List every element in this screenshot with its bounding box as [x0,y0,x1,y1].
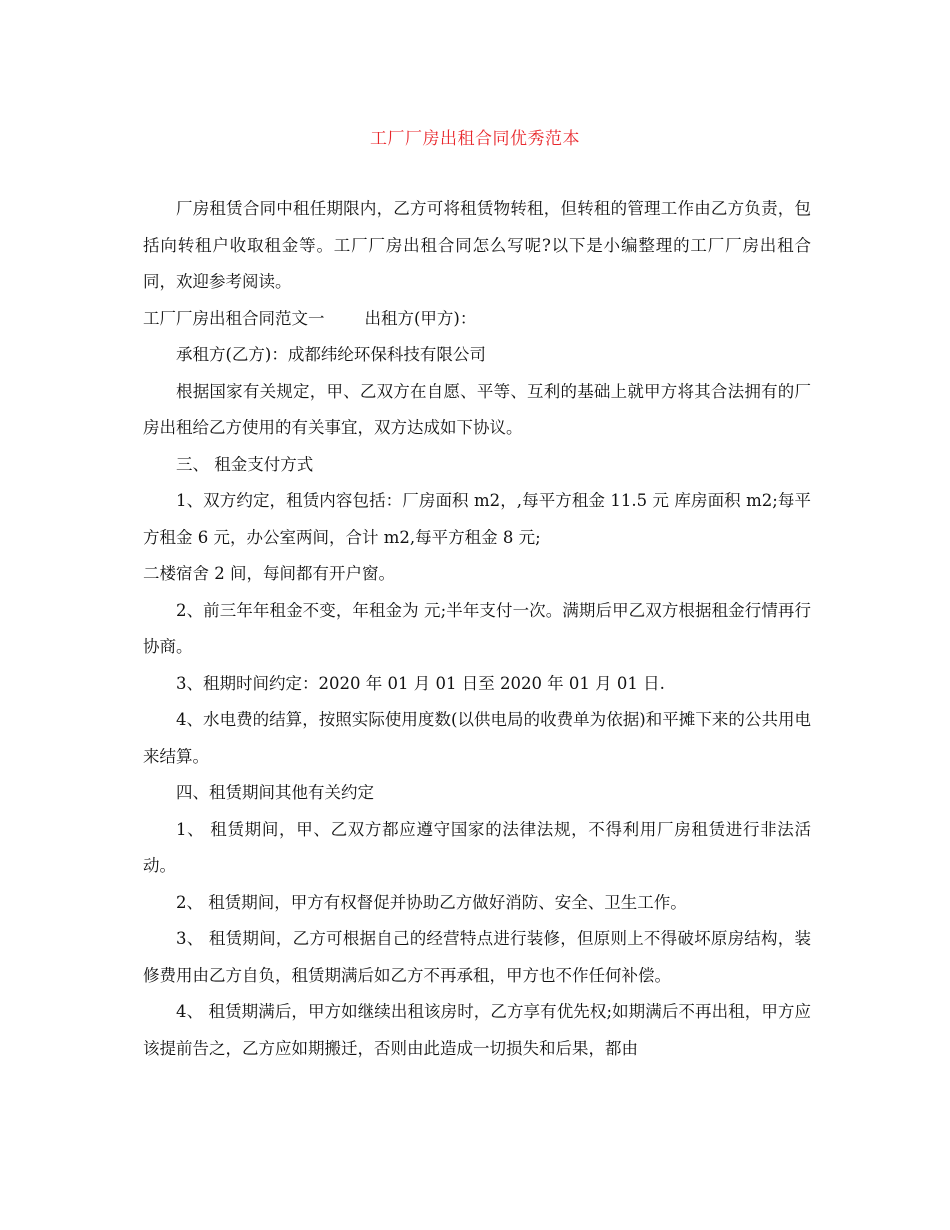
document-title: 工厂厂房出租合同优秀范本 [370,129,580,149]
section-3-heading: 三、 租金支付方式 [176,454,314,474]
section-3-item-4: 4、水电费的结算，按照实际使用度数(以供电局的收费单为依据)和平摊下来的公共用电来结算。 [143,710,811,766]
section-4-item-1: 1、 租赁期间，甲、乙双方都应遵守国家的法律法规，不得利用厂房租赁进行非法活动。 [143,819,811,875]
section-3-item-1: 1、双方约定，租赁内容包括：厂房面积 m2，,每平方租金 11.5 元 库房面积 m2;每平方租金 6 元，办公室两间，合计 m2,每平方租金 8 元; [143,491,811,547]
section-3-item-2: 2、前三年年租金不变，年租金为 元;半年支付一次。满期后甲乙双方根据租金行情再行协商。 [143,600,811,656]
section-4-item-3: 3、 租赁期间，乙方可根据自己的经营特点进行装修，但原则上不得破坏原房结构，装修费用由乙方自负，租赁期满后如乙方不再承租，甲方也不作任何补偿。 [143,929,811,985]
sample-heading-line [143,301,811,338]
section-3-item-1-continued: 二楼宿舍 2 间，每间都有开户窗。 [143,564,395,583]
lessee-line: 承租方(乙方)：成都纬纶环保科技有限公司 [176,345,486,364]
lessor-line: 出租方(甲方)： [364,308,477,328]
section-4-heading: 四、租赁期间其他有关约定 [176,783,374,802]
section-3-item-3: 3、租期时间约定：2020 年 01 月 01 日至 2020 年 01 月 01 日. [176,673,665,693]
document-body [143,191,811,1067]
section-4-item-2: 2、 租赁期间，甲方有权督促并协助乙方做好消防、安全、卫生工作。 [176,892,687,912]
sample-heading: 工厂厂房出租合同范文一 [143,308,325,328]
preamble-paragraph: 根据国家有关规定，甲、乙双方在自愿、平等、互利的基础上就甲方将其合法拥有的厂房出租给乙方使用的有关事宜，双方达成如下协议。 [143,381,811,437]
section-4-item-4: 4、 租赁期满后，甲方如继续出租该房时，乙方享有优先权;如期满后不再出租，甲方应该提前告之，乙方应如期搬迁，否则由此造成一切损失和后果，都由 [143,1002,811,1058]
intro-paragraph: 厂房租赁合同中租任期限内，乙方可将租赁物转租，但转租的管理工作由乙方负责，包括向转租户收取租金等。工厂厂房出租合同怎么写呢?以下是小编整理的工厂厂房出租合同，欢迎参考阅读。 [143,199,811,291]
